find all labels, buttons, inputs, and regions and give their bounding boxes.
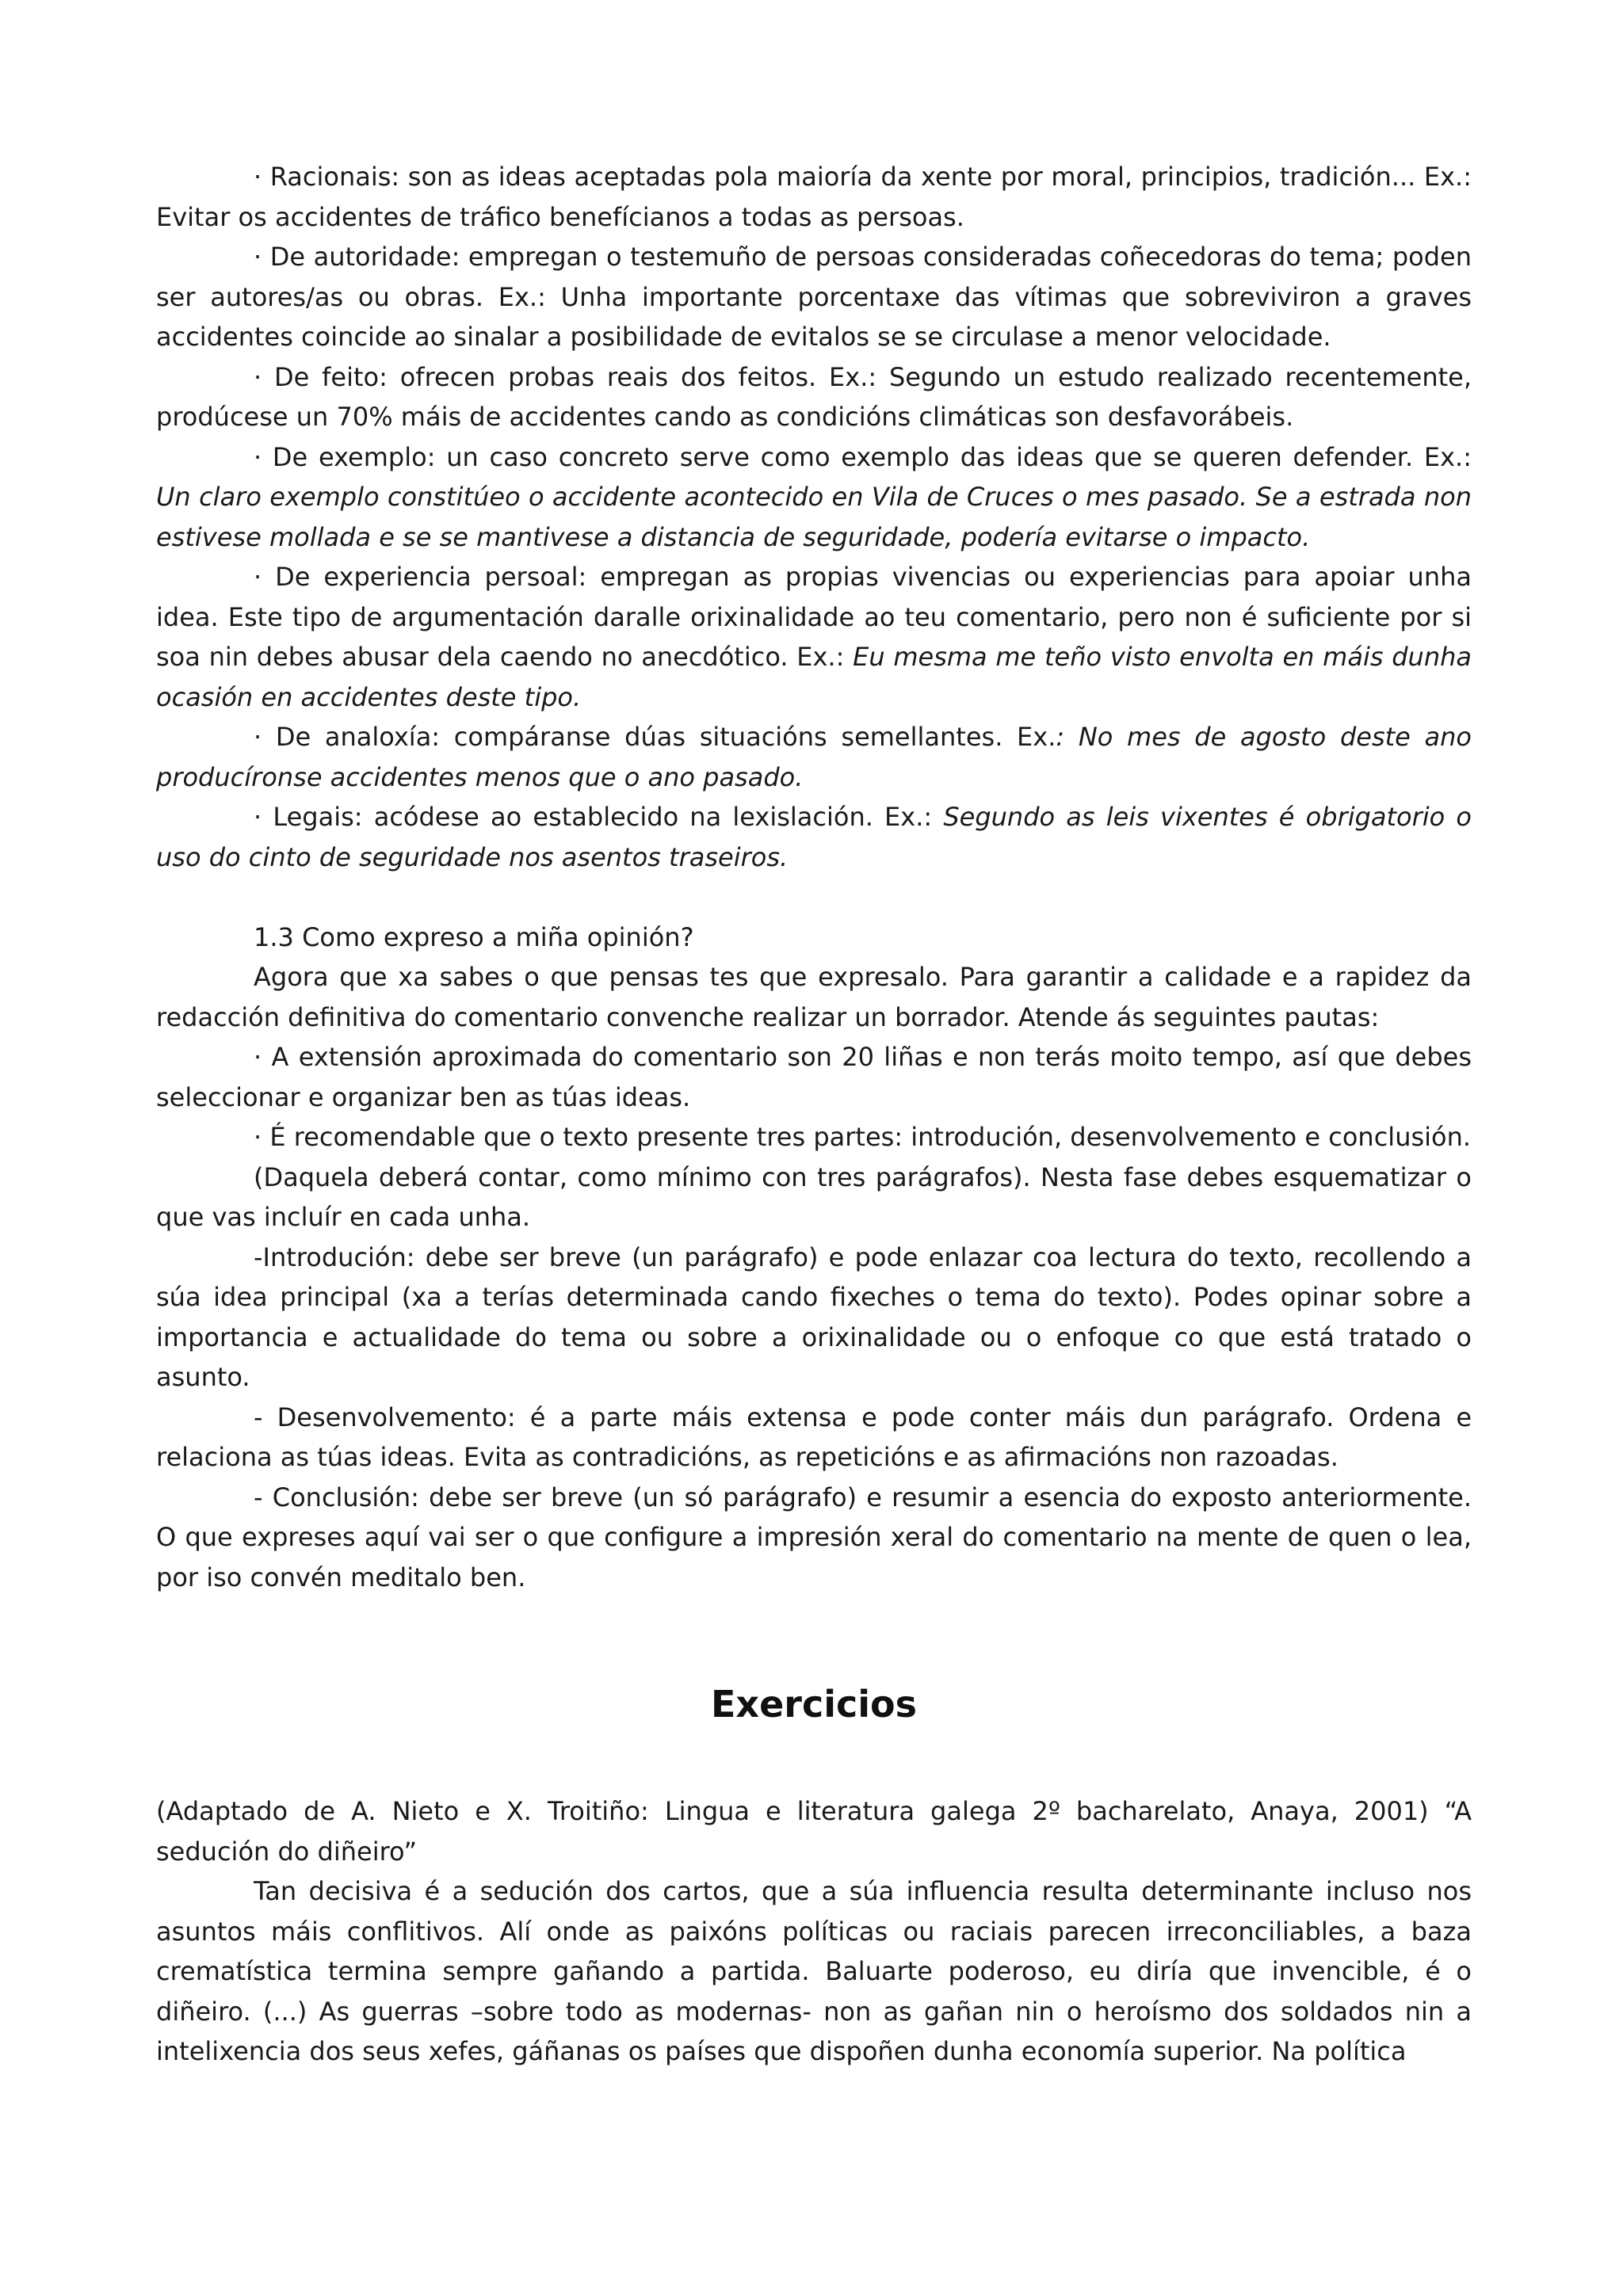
argument-analoxia-lead: · De analoxía: compáranse dúas situacións semellantes. Ex. bbox=[254, 722, 1056, 752]
argument-experiencia bbox=[156, 557, 1472, 717]
argument-experiencia-lead: · De experiencia persoal: empregan as propias vivencias ou experiencias para apoiar unha idea. Este tipo de argumentación daralle orixinalidade ao teu comentario, pero non é suficiente por si soa nin debes abusar dela caendo no anecdótico. Ex.: bbox=[156, 562, 1472, 672]
argument-exemplo-example: Un claro exemplo constitúeo o accidente acontecido en Vila de Cruces o mes pasado. Se a estrada non estivese mollada e se se mantivese a distancia de seguridade, podería evitarse o impacto. bbox=[156, 482, 1472, 552]
argument-experiencia-example: Eu mesma me teño visto envolta en máis dunha ocasión en accidentes deste tipo. bbox=[156, 642, 1472, 712]
spacer bbox=[156, 1728, 1472, 1791]
guideline-parts: · É recomendable que o texto presente tres partes: introdución, desenvolvemento e conclusión. bbox=[254, 1122, 1472, 1152]
guideline-extension: · A extensión aproximada do comentario son 20 liñas e non terás moito tempo, así que debes seleccionar e organizar ben as túas ideas. bbox=[156, 1042, 1472, 1112]
exercises-heading: Exercicios bbox=[710, 1683, 918, 1726]
argument-feito: · De feito: ofrecen probas reais dos feitos. Ex.: Segundo un estudo realizado recentemente, prodúcese un 70% máis de accidentes cando as condicións climáticas son desfavorábeis. bbox=[156, 361, 1472, 432]
guideline-paragraphs: (Daquela deberá contar, como mínimo con tres parágrafos). Nesta fase debes esquematizar o que vas incluír en cada unha. bbox=[156, 1161, 1472, 1232]
part-desenvolvemento: - Desenvolvemento: é a parte máis extensa e pode conter máis dun parágrafo. Ordena e relaciona as túas ideas. Evita as contradicións, as repeticións e as afirmacións non razoadas. bbox=[156, 1402, 1472, 1472]
part-conclusion: - Conclusión: debe ser breve (un só parágrafo) e resumir a esencia do exposto anteriormente. O que expreses aquí vai ser o que configure a impresión xeral do comentario na mente de quen o lea, por iso convén meditalo ben. bbox=[156, 1482, 1472, 1592]
document-page bbox=[156, 157, 1472, 2072]
argument-legais-example: Segundo as leis vixentes é obrigatorio o uso do cinto de seguridade nos asentos traseiros. bbox=[156, 802, 1472, 872]
exercise-text: Tan decisiva é a sedución dos cartos, que a súa influencia resulta determinante incluso nos asuntos máis conflitivos. Alí onde as paixóns políticas ou raciais parecen irreconciliables, a baza crematística termina sempre gañando a partida. Baluarte poderoso, eu diría que invencible, é o diñeiro. (...) As guerras –sobre todo as modernas- non as gañan nin o heroísmo dos soldados nin a intelixencia dos seus xefes, gáñanas os países que dispoñen dunha economía superior. Na política bbox=[156, 1876, 1472, 2066]
argument-racionais: · Racionais: son as ideas aceptadas pola maioría da xente por moral, principios, tradición... Ex.: Evitar os accidentes de tráfico benefícianos a todas as persoas. bbox=[156, 162, 1472, 232]
argument-analoxia bbox=[156, 717, 1472, 797]
argument-exemplo bbox=[156, 437, 1472, 558]
spacer bbox=[156, 1597, 1472, 1680]
spacer bbox=[156, 877, 1472, 917]
part-introducion: -Introdución: debe ser breve (un parágrafo) e pode enlazar coa lectura do texto, recollendo a súa idea principal (xa a terías determinada cando fixeches o tema do texto). Podes opinar sobre a importancia e actualidade do tema ou sobre a orixinalidade ou o enfoque co que está tratado o asunto. bbox=[156, 1241, 1472, 1392]
argument-exemplo-lead: · De exemplo: un caso concreto serve como exemplo das ideas que se queren defender. Ex.: bbox=[254, 441, 1472, 472]
exercise-source: (Adaptado de A. Nieto e X. Troitiño: Lingua e literatura galega 2º bacharelato, Anaya, 2001) “A sedución do diñeiro” bbox=[156, 1796, 1472, 1867]
opinion-intro: Agora que xa sabes o que pensas tes que expresalo. Para garantir a calidade e a rapidez da redacción definitiva do comentario convenche realizar un borrador. Atende ás seguintes pautas: bbox=[156, 962, 1472, 1032]
argument-analoxia-example: : No mes de agosto deste ano producíronse accidentes menos que o ano pasado. bbox=[156, 722, 1472, 792]
argument-legais bbox=[156, 797, 1472, 877]
section-title-opinion: 1.3 Como expreso a miña opinión? bbox=[254, 921, 694, 952]
argument-legais-lead: · Legais: acódese ao establecido na lexislación. Ex.: bbox=[254, 802, 944, 832]
argument-autoridade: · De autoridade: empregan o testemuño de persoas consideradas coñecedoras do tema; poden ser autores/as ou obras. Ex.: Unha importante porcentaxe das vítimas que sobreviviron a graves accidentes coincide ao sinalar a posibilidade de evitalos se se circulase a menor velocidade. bbox=[156, 242, 1472, 352]
